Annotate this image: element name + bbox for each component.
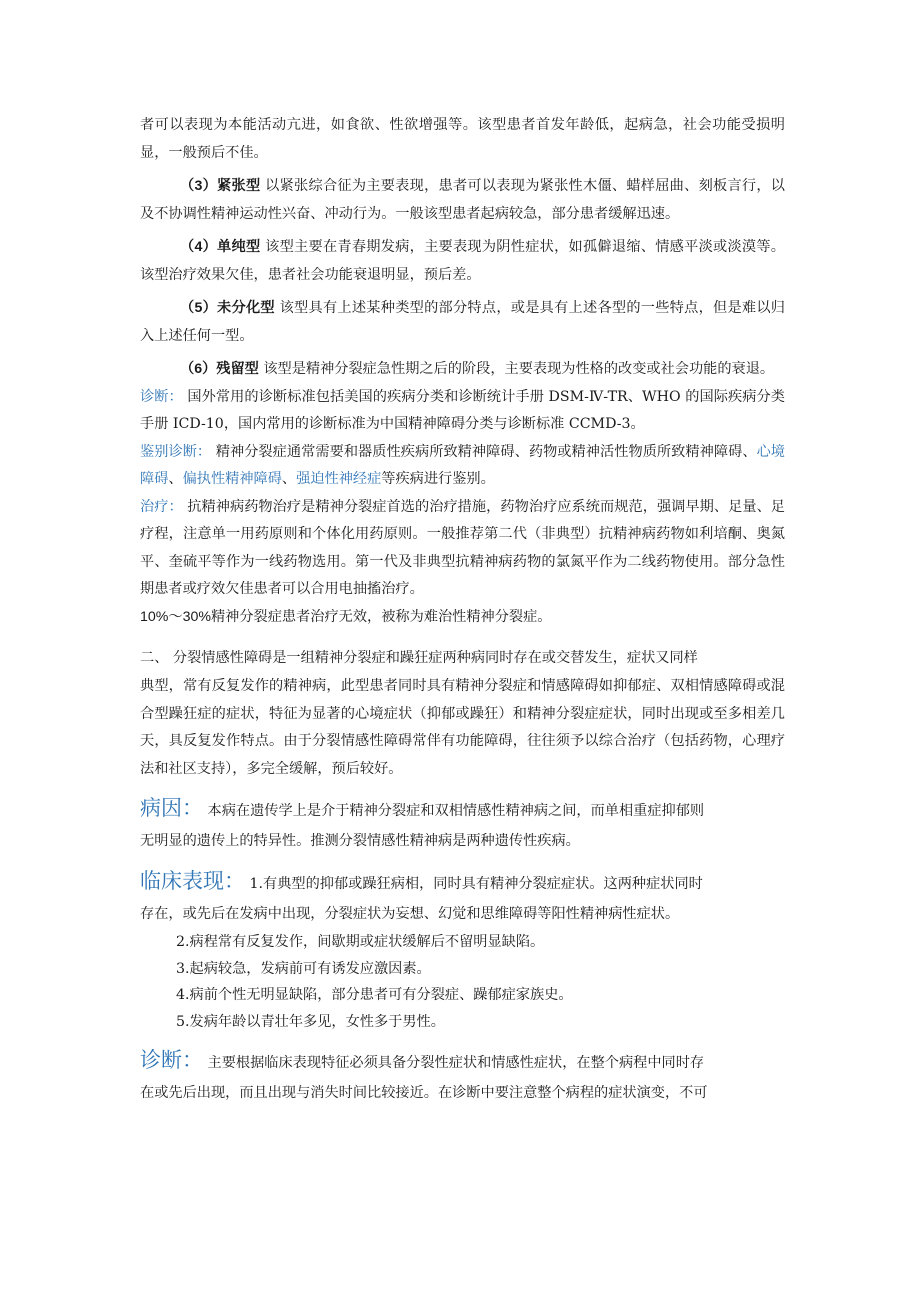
clinical-label: 临床表现： [140, 869, 245, 893]
differential-text-a: 精神分裂症通常需要和器质性疾病所致精神障碍、药物或精神活性物质所致精神障碍、 [211, 443, 757, 460]
etiology-first-line [140, 793, 785, 826]
type-5-paragraph [140, 295, 785, 350]
separator: 、 [168, 471, 183, 487]
type-6-number: （6） [180, 361, 217, 377]
differential-label: 鉴别诊断： [140, 443, 212, 460]
diagnosis-text: 国外常用的诊断标准包括美国的疾病分类和诊断统计手册 DSM-Ⅳ-TR、WHO 的国际疾病分类手册 ICD-10，国内常用的诊断标准为中国精神障碍分类与诊断标准 CCMD-3。 [140, 388, 785, 432]
list-item: 5.发病年龄以青壮年多见，女性多于男性。 [176, 1013, 445, 1030]
type-6-desc: 该型是精神分裂症急性期之后的阶段，主要表现为性格的改变或社会功能的衰退。 [258, 361, 775, 377]
treatment-text: 抗精神病药物治疗是精神分裂症首选的治疗措施，药物治疗应系统而规范，强调早期、足量、足疗程，注意单一用药原则和个体化用药原则。一般推荐第二代（非典型）抗精神病药物如利培酮、奥氮平、奎硫平等作为一线药物选用。第一代及非典型抗精神病药物的氯氮平作为二线药物使用。部分急性期患者或疗效欠佳患者可以合用电抽搐治疗。 [140, 498, 785, 597]
link-ocd[interactable]: 强迫性神经症 [296, 471, 382, 487]
type-3-desc: 以紧张综合征为主要表现，患者可以表现为紧张性木僵、蜡样屈曲、刻板言行，以及不协调性精神运动性兴奋、冲动行为。一般该型患者起病较急，部分患者缓解迅速。 [140, 178, 785, 222]
diagnosis-label: 诊断： [140, 388, 183, 405]
differential-text-b: 等疾病进行鉴别。 [381, 471, 495, 487]
type-6-paragraph [140, 356, 785, 384]
type-5-name: 未分化型 [217, 300, 275, 316]
clinical-first-line [140, 866, 785, 899]
document-page [140, 112, 785, 1108]
diagnosis2-label: 诊断： [140, 1048, 203, 1072]
diagnosis2-body: 在或先后出现，而且出现与消失时间比较接近。在诊断中要注意整个病程的症状演变，不可 [140, 1085, 708, 1101]
link-paranoid-disorder[interactable]: 偏执性精神障碍 [182, 471, 282, 487]
type-5-desc: 该型具有上述某种类型的部分特点，或是具有上述各型的一些特点，但是难以归入上述任何一型。 [140, 300, 785, 344]
type-5-number: （5） [180, 300, 218, 316]
clinical-first-text: 1.有典型的抑郁或躁狂病相，同时具有精神分裂症症状。这两种症状同时 [245, 876, 703, 892]
type-4-paragraph [140, 234, 785, 289]
section2-number: 二、 [140, 650, 169, 666]
differential-paragraph [140, 439, 785, 494]
type-4-desc: 该型主要在青春期发病，主要表现为阴性症状，如孤僻退缩、情感平淡或淡漠等。该型治疗效果欠佳，患者社会功能衰退明显，预后差。 [140, 239, 785, 283]
type-3-paragraph [140, 173, 785, 228]
clinical-body: 存在，或先后在发病中出现，分裂症状为妄想、幻觉和思维障碍等阳性精神病性症状。 [140, 906, 680, 922]
diagnosis2-first-line [140, 1045, 785, 1078]
type-6-name: 残留型 [216, 361, 259, 377]
list-item: 3.起病较急，发病前可有诱发应激因素。 [176, 960, 431, 977]
list-item: 4.病前个性无明显缺陷，部分患者可有分裂症、躁郁症家族史。 [176, 987, 573, 1003]
diagnosis2-first-text: 主要根据临床表现特征必须具备分裂性症状和情感性症状，在整个病程中同时存 [203, 1055, 705, 1071]
etiology-label: 病因： [140, 796, 203, 820]
type-3-number: （3） [180, 178, 218, 194]
intro-paragraph: 者可以表现为本能活动亢进，如食欲、性欲增强等。该型患者首发年龄低，起病急，社会功能受损明显，一般预后不佳。 [140, 117, 785, 161]
refractory-paragraph: 10%～30%精神分裂症患者治疗无效，被称为难治性精神分裂症。 [140, 608, 552, 625]
type-4-number: （4） [180, 239, 218, 255]
type-3-name: 紧张型 [217, 178, 261, 194]
etiology-body: 无明显的遗传上的特异性。推测分裂情感性精神病是两种遗传性疾病。 [140, 833, 580, 849]
clinical-list [140, 929, 785, 1035]
list-item: 2.病程常有反复发作，间歇期或症状缓解后不留明显缺陷。 [176, 934, 545, 950]
diagnosis-paragraph [140, 384, 785, 439]
section2-body: 典型，常有反复发作的精神病，此型患者同时具有精神分裂症和情感障碍如抑郁症、双相情感障碍或混合型躁狂症的症状，特征为显著的心境症状（抑郁或躁狂）和精神分裂症症状，同时出现或至多相差几天，具反复发作特点。由于分裂情感性障碍常伴有功能障碍，往往须予以综合治疗（包括药物，心理疗法和社区支持），多完全缓解，预后较好。 [140, 678, 785, 777]
separator: 、 [281, 471, 297, 487]
section2-first-text: 分裂情感性障碍是一组精神分裂症和躁狂症两种病同时存在或交替发生，症状又同样 [168, 650, 698, 666]
link-mood-disorder[interactable]: 心境障碍 [140, 443, 785, 487]
treatment-paragraph [140, 494, 785, 604]
type-4-name: 单纯型 [217, 239, 261, 255]
etiology-first-text: 本病在遗传学上是介于精神分裂症和双相情感性精神病之间，而单相重症抑郁则 [203, 803, 705, 819]
section2-first-line [140, 643, 785, 673]
treatment-label: 治疗： [140, 498, 183, 515]
